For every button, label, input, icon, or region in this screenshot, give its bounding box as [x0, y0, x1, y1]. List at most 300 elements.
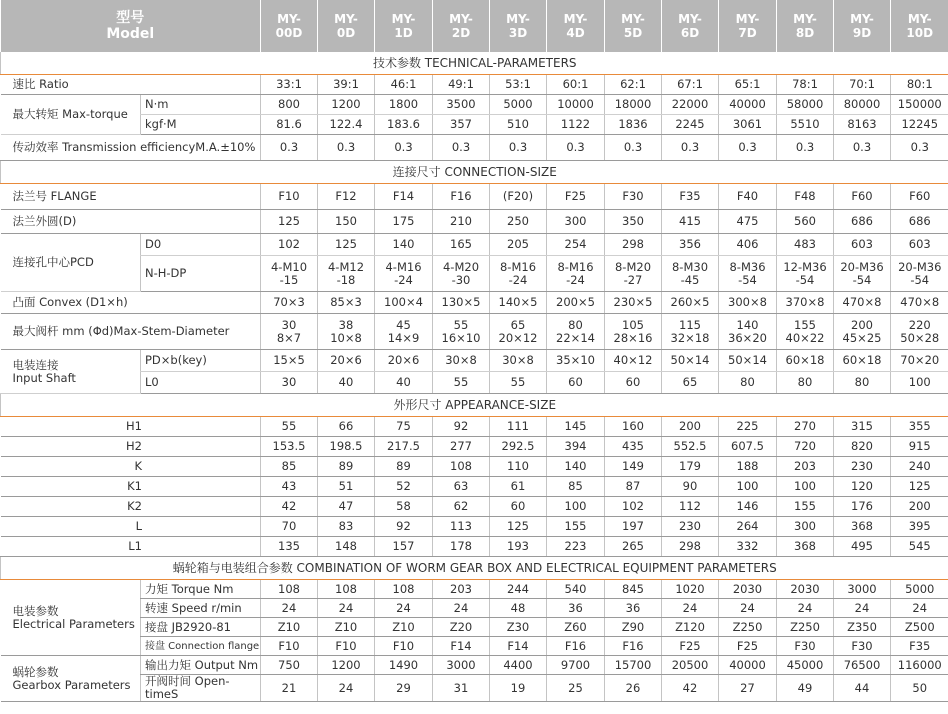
value-cell: 0.3	[834, 135, 891, 161]
value-cell: F35	[891, 637, 948, 656]
value-cell: F25	[719, 637, 777, 656]
value-cell: 70	[261, 517, 318, 537]
value-cell: 0.3	[490, 135, 547, 161]
value-cell: 42	[261, 497, 318, 517]
value-cell: 30	[261, 372, 318, 394]
value-cell: 8-M16 -24	[547, 256, 605, 292]
value-cell: 292.5	[490, 437, 547, 457]
value-cell: 100	[891, 372, 948, 394]
value-cell: 8-M30 -45	[662, 256, 719, 292]
value-cell: 4-M16 -24	[375, 256, 433, 292]
value-cell: 100×4	[375, 292, 433, 314]
value-cell: 33:1	[261, 75, 318, 95]
value-cell: 4-M20 -30	[433, 256, 490, 292]
value-cell: 46:1	[375, 75, 433, 95]
value-cell: 83	[318, 517, 375, 537]
value-cell: 415	[662, 210, 719, 234]
value-cell: 230	[662, 517, 719, 537]
value-cell: 560	[777, 210, 834, 234]
value-cell: 205	[490, 234, 547, 256]
value-cell: 9700	[547, 656, 605, 675]
value-cell: 225	[719, 417, 777, 437]
value-cell: 8-M36 -54	[719, 256, 777, 292]
value-cell: 820	[834, 437, 891, 457]
value-cell: 62	[433, 497, 490, 517]
value-cell: 24	[318, 599, 375, 618]
value-cell: F12	[318, 184, 375, 210]
table-row	[1, 372, 948, 394]
value-cell: 4400	[490, 656, 547, 675]
value-cell: 0.3	[777, 135, 834, 161]
value-cell: 12245	[891, 115, 948, 135]
value-cell: 55	[490, 372, 547, 394]
value-cell: 10000	[547, 95, 605, 115]
value-cell: 15×5	[261, 350, 318, 372]
table-row	[1, 95, 948, 115]
value-cell: 265	[605, 537, 662, 557]
table-row	[1, 599, 948, 618]
value-cell: 0.3	[318, 135, 375, 161]
value-cell: 3061	[719, 115, 777, 135]
value-cell: 244	[490, 580, 547, 599]
value-cell: 24	[891, 599, 948, 618]
value-cell: 30×8	[433, 350, 490, 372]
value-cell: 24	[433, 599, 490, 618]
value-cell: 165	[433, 234, 490, 256]
value-cell: 45000	[777, 656, 834, 675]
model-col: MY- 8D	[777, 0, 834, 52]
value-cell: 155 40×22	[777, 314, 834, 350]
value-cell: 66	[318, 417, 375, 437]
value-cell: 85	[547, 477, 605, 497]
value-cell: 60×18	[777, 350, 834, 372]
value-cell: 15700	[605, 656, 662, 675]
value-cell: Z250	[719, 618, 777, 637]
row-label: K	[1, 457, 261, 477]
table-row	[1, 234, 948, 256]
value-cell: 140	[547, 457, 605, 477]
table-row	[1, 292, 948, 314]
value-cell: 70:1	[834, 75, 891, 95]
unit-label: N·m	[141, 95, 261, 115]
value-cell: 188	[719, 457, 777, 477]
value-cell: 24	[834, 599, 891, 618]
model-header: 型号 Model	[1, 0, 261, 52]
value-cell: 370×8	[777, 292, 834, 314]
value-cell: 200	[662, 417, 719, 437]
value-cell: 198.5	[318, 437, 375, 457]
value-cell: 3500	[433, 95, 490, 115]
sub-label: L0	[141, 372, 261, 394]
unit-label: kgf·M	[141, 115, 261, 135]
value-cell: 58	[375, 497, 433, 517]
value-cell: F48	[777, 184, 834, 210]
value-cell: 298	[662, 537, 719, 557]
value-cell: 39:1	[318, 75, 375, 95]
value-cell: 210	[433, 210, 490, 234]
row-label: 连接孔中心PCD	[1, 234, 141, 292]
value-cell: 145	[547, 417, 605, 437]
value-cell: 1836	[605, 115, 662, 135]
model-col: MY- 6D	[662, 0, 719, 52]
sub-label: N-H-DP	[141, 256, 261, 292]
value-cell: 406	[719, 234, 777, 256]
sub-label: 开阀时间 Open-timeS	[141, 675, 261, 702]
value-cell: 125	[490, 517, 547, 537]
value-cell: 20×6	[318, 350, 375, 372]
value-cell: 22000	[662, 95, 719, 115]
model-col: MY- 5D	[605, 0, 662, 52]
value-cell: 65:1	[719, 75, 777, 95]
value-cell: 178	[433, 537, 490, 557]
value-cell: Z20	[433, 618, 490, 637]
value-cell: F16	[605, 637, 662, 656]
value-cell: F14	[433, 637, 490, 656]
value-cell: Z10	[261, 618, 318, 637]
value-cell: F16	[433, 184, 490, 210]
value-cell: 4-M12 -18	[318, 256, 375, 292]
value-cell: 368	[834, 517, 891, 537]
value-cell: 230×5	[605, 292, 662, 314]
value-cell: 356	[662, 234, 719, 256]
section-title: 外形尺寸 APPEARANCE-SIZE	[1, 394, 948, 417]
value-cell: 40×12	[605, 350, 662, 372]
value-cell: 197	[605, 517, 662, 537]
model-col: MY- 4D	[547, 0, 605, 52]
value-cell: 35×10	[547, 350, 605, 372]
table-row	[1, 417, 948, 437]
value-cell: Z500	[891, 618, 948, 637]
value-cell: 148	[318, 537, 375, 557]
value-cell: 55	[433, 372, 490, 394]
table-row	[1, 184, 948, 210]
value-cell: 80 22×14	[547, 314, 605, 350]
value-cell: 193	[490, 537, 547, 557]
value-cell: 200 45×25	[834, 314, 891, 350]
value-cell: 75	[375, 417, 433, 437]
value-cell: 146	[719, 497, 777, 517]
value-cell: Z60	[547, 618, 605, 637]
value-cell: 845	[605, 580, 662, 599]
value-cell: 65 20×12	[490, 314, 547, 350]
value-cell: F14	[490, 637, 547, 656]
value-cell: 315	[834, 417, 891, 437]
value-cell: 92	[433, 417, 490, 437]
value-cell: 470×8	[834, 292, 891, 314]
value-cell: 70×20	[891, 350, 948, 372]
value-cell: Z350	[834, 618, 891, 637]
table-row	[1, 477, 948, 497]
value-cell: 60	[547, 372, 605, 394]
value-cell: 1200	[318, 95, 375, 115]
value-cell: 394	[547, 437, 605, 457]
value-cell: (F20)	[490, 184, 547, 210]
value-cell: 111	[490, 417, 547, 437]
value-cell: 217.5	[375, 437, 433, 457]
value-cell: 160	[605, 417, 662, 437]
value-cell: 200	[891, 497, 948, 517]
model-col: MY- 2D	[433, 0, 490, 52]
value-cell: F25	[547, 184, 605, 210]
value-cell: 270	[777, 417, 834, 437]
value-cell: 55	[261, 417, 318, 437]
value-cell: 52	[375, 477, 433, 497]
row-label: 最大阀杆 mm (Φd)Max-Stem-Diameter	[1, 314, 261, 350]
value-cell: F14	[375, 184, 433, 210]
value-cell: 1800	[375, 95, 433, 115]
row-label: 传动效率 Transmission efficiencyM.A.±10%	[1, 135, 261, 161]
value-cell: 45 14×9	[375, 314, 433, 350]
value-cell: 5000	[891, 580, 948, 599]
value-cell: 30×8	[490, 350, 547, 372]
value-cell: 8-M20 -27	[605, 256, 662, 292]
value-cell: F10	[318, 637, 375, 656]
value-cell: 203	[777, 457, 834, 477]
value-cell: 5000	[490, 95, 547, 115]
value-cell: F60	[834, 184, 891, 210]
value-cell: 357	[433, 115, 490, 135]
value-cell: 603	[834, 234, 891, 256]
value-cell: 264	[719, 517, 777, 537]
row-label: 法兰号 FLANGE	[1, 184, 261, 210]
value-cell: 65	[662, 372, 719, 394]
value-cell: 49	[777, 675, 834, 702]
value-cell: 240	[891, 457, 948, 477]
value-cell: 176	[834, 497, 891, 517]
value-cell: 720	[777, 437, 834, 457]
value-cell: 470×8	[891, 292, 948, 314]
value-cell: 150000	[891, 95, 948, 115]
header-row	[1, 0, 948, 52]
value-cell: 112	[662, 497, 719, 517]
sub-label: 转速 Speed r/min	[141, 599, 261, 618]
value-cell: 110	[490, 457, 547, 477]
value-cell: 80	[719, 372, 777, 394]
value-cell: F30	[605, 184, 662, 210]
value-cell: 40	[318, 372, 375, 394]
value-cell: 48	[490, 599, 547, 618]
group-label: 电装参数 Electrical Parameters	[1, 580, 141, 656]
value-cell: 125	[261, 210, 318, 234]
value-cell: 135	[261, 537, 318, 557]
value-cell: 43	[261, 477, 318, 497]
table-row	[1, 637, 948, 656]
value-cell: 115 32×18	[662, 314, 719, 350]
value-cell: 50×14	[719, 350, 777, 372]
value-cell: 540	[547, 580, 605, 599]
value-cell: 53:1	[490, 75, 547, 95]
group-label: 蜗轮参数 Gearbox Parameters	[1, 656, 141, 702]
value-cell: 27	[719, 675, 777, 702]
sub-label: PD×b(key)	[141, 350, 261, 372]
section-title: 连接尺寸 CONNECTION-SIZE	[1, 161, 948, 184]
value-cell: 254	[547, 234, 605, 256]
value-cell: 76500	[834, 656, 891, 675]
value-cell: 4-M10 -15	[261, 256, 318, 292]
value-cell: 3000	[834, 580, 891, 599]
value-cell: 545	[891, 537, 948, 557]
value-cell: 368	[777, 537, 834, 557]
value-cell: 125	[891, 477, 948, 497]
value-cell: 8163	[834, 115, 891, 135]
model-col: MY- 7D	[719, 0, 777, 52]
value-cell: 70×3	[261, 292, 318, 314]
table-row	[1, 457, 948, 477]
table-row	[1, 580, 948, 599]
value-cell: 1200	[318, 656, 375, 675]
value-cell: 0.3	[261, 135, 318, 161]
row-label: 凸面 Convex (D1×h)	[1, 292, 261, 314]
value-cell: 298	[605, 234, 662, 256]
value-cell: 60	[605, 372, 662, 394]
value-cell: 2245	[662, 115, 719, 135]
value-cell: 300	[547, 210, 605, 234]
value-cell: 51	[318, 477, 375, 497]
value-cell: 50×14	[662, 350, 719, 372]
value-cell: 686	[891, 210, 948, 234]
value-cell: 116000	[891, 656, 948, 675]
table-row	[1, 75, 948, 95]
value-cell: 100	[719, 477, 777, 497]
value-cell: 78:1	[777, 75, 834, 95]
table-row	[1, 314, 948, 350]
value-cell: 603	[891, 234, 948, 256]
value-cell: 552.5	[662, 437, 719, 457]
value-cell: F10	[375, 637, 433, 656]
row-label: H2	[1, 437, 261, 457]
value-cell: 60×18	[834, 350, 891, 372]
value-cell: 260×5	[662, 292, 719, 314]
value-cell: 0.3	[433, 135, 490, 161]
value-cell: F30	[834, 637, 891, 656]
value-cell: 157	[375, 537, 433, 557]
value-cell: 300	[777, 517, 834, 537]
value-cell: Z250	[777, 618, 834, 637]
value-cell: 175	[375, 210, 433, 234]
value-cell: 20-M36 -54	[834, 256, 891, 292]
row-label: L	[1, 517, 261, 537]
value-cell: 0.3	[547, 135, 605, 161]
value-cell: 395	[891, 517, 948, 537]
value-cell: 38 10×8	[318, 314, 375, 350]
value-cell: 24	[261, 599, 318, 618]
value-cell: 62:1	[605, 75, 662, 95]
value-cell: 108	[318, 580, 375, 599]
value-cell: 0.3	[891, 135, 948, 161]
value-cell: 80:1	[891, 75, 948, 95]
value-cell: 18000	[605, 95, 662, 115]
table-row	[1, 135, 948, 161]
value-cell: 21	[261, 675, 318, 702]
value-cell: 60:1	[547, 75, 605, 95]
table-row	[1, 437, 948, 457]
row-label: 速比 Ratio	[1, 75, 261, 95]
value-cell: 183.6	[375, 115, 433, 135]
value-cell: 153.5	[261, 437, 318, 457]
value-cell: 350	[605, 210, 662, 234]
value-cell: 29	[375, 675, 433, 702]
sub-label: 输出力矩 Output Nm	[141, 656, 261, 675]
value-cell: 435	[605, 437, 662, 457]
value-cell: Z10	[318, 618, 375, 637]
value-cell: 40000	[719, 656, 777, 675]
value-cell: 40000	[719, 95, 777, 115]
value-cell: 47	[318, 497, 375, 517]
row-label: K1	[1, 477, 261, 497]
model-col: MY- 9D	[834, 0, 891, 52]
value-cell: 24	[719, 599, 777, 618]
section-row	[1, 161, 948, 184]
value-cell: 61	[490, 477, 547, 497]
value-cell: 223	[547, 537, 605, 557]
value-cell: 230	[834, 457, 891, 477]
value-cell: 36	[605, 599, 662, 618]
value-cell: 475	[719, 210, 777, 234]
table-row	[1, 210, 948, 234]
value-cell: 19	[490, 675, 547, 702]
section-title: 技术参数 TECHNICAL-PARAMETERS	[1, 52, 948, 75]
value-cell: 483	[777, 234, 834, 256]
model-col: MY- 1D	[375, 0, 433, 52]
table-row	[1, 618, 948, 637]
value-cell: 332	[719, 537, 777, 557]
table-row	[1, 497, 948, 517]
value-cell: 510	[490, 115, 547, 135]
value-cell: 0.3	[375, 135, 433, 161]
table-row	[1, 517, 948, 537]
value-cell: 67:1	[662, 75, 719, 95]
value-cell: F60	[891, 184, 948, 210]
value-cell: 20-M36 -54	[891, 256, 948, 292]
value-cell: 44	[834, 675, 891, 702]
value-cell: 125	[318, 234, 375, 256]
value-cell: Z10	[375, 618, 433, 637]
value-cell: 150	[318, 210, 375, 234]
model-col: MY- 10D	[891, 0, 948, 52]
row-label: 法兰外圆(D)	[1, 210, 261, 234]
model-col: MY- 0D	[318, 0, 375, 52]
value-cell: 140×5	[490, 292, 547, 314]
value-cell: 250	[490, 210, 547, 234]
value-cell: 130×5	[433, 292, 490, 314]
value-cell: 30 8×7	[261, 314, 318, 350]
value-cell: 85×3	[318, 292, 375, 314]
value-cell: 220 50×28	[891, 314, 948, 350]
section-title: 蜗轮箱与电装组合参数 COMBINATION OF WORM GEAR BOX AND ELECTRICAL EQUIPMENT PARAMETERS	[1, 557, 948, 580]
row-label: K2	[1, 497, 261, 517]
value-cell: 122.4	[318, 115, 375, 135]
value-cell: 85	[261, 457, 318, 477]
value-cell: 20500	[662, 656, 719, 675]
value-cell: F10	[261, 637, 318, 656]
value-cell: 92	[375, 517, 433, 537]
value-cell: 50	[891, 675, 948, 702]
table-row	[1, 115, 948, 135]
value-cell: F35	[662, 184, 719, 210]
value-cell: Z120	[662, 618, 719, 637]
value-cell: 102	[261, 234, 318, 256]
value-cell: 108	[261, 580, 318, 599]
value-cell: 140	[375, 234, 433, 256]
sub-label: 接盘 Connection flange	[141, 637, 261, 656]
value-cell: 300×8	[719, 292, 777, 314]
value-cell: F16	[547, 637, 605, 656]
value-cell: 1490	[375, 656, 433, 675]
value-cell: 24	[662, 599, 719, 618]
value-cell: 63	[433, 477, 490, 497]
value-cell: 24	[777, 599, 834, 618]
value-cell: 24	[375, 599, 433, 618]
